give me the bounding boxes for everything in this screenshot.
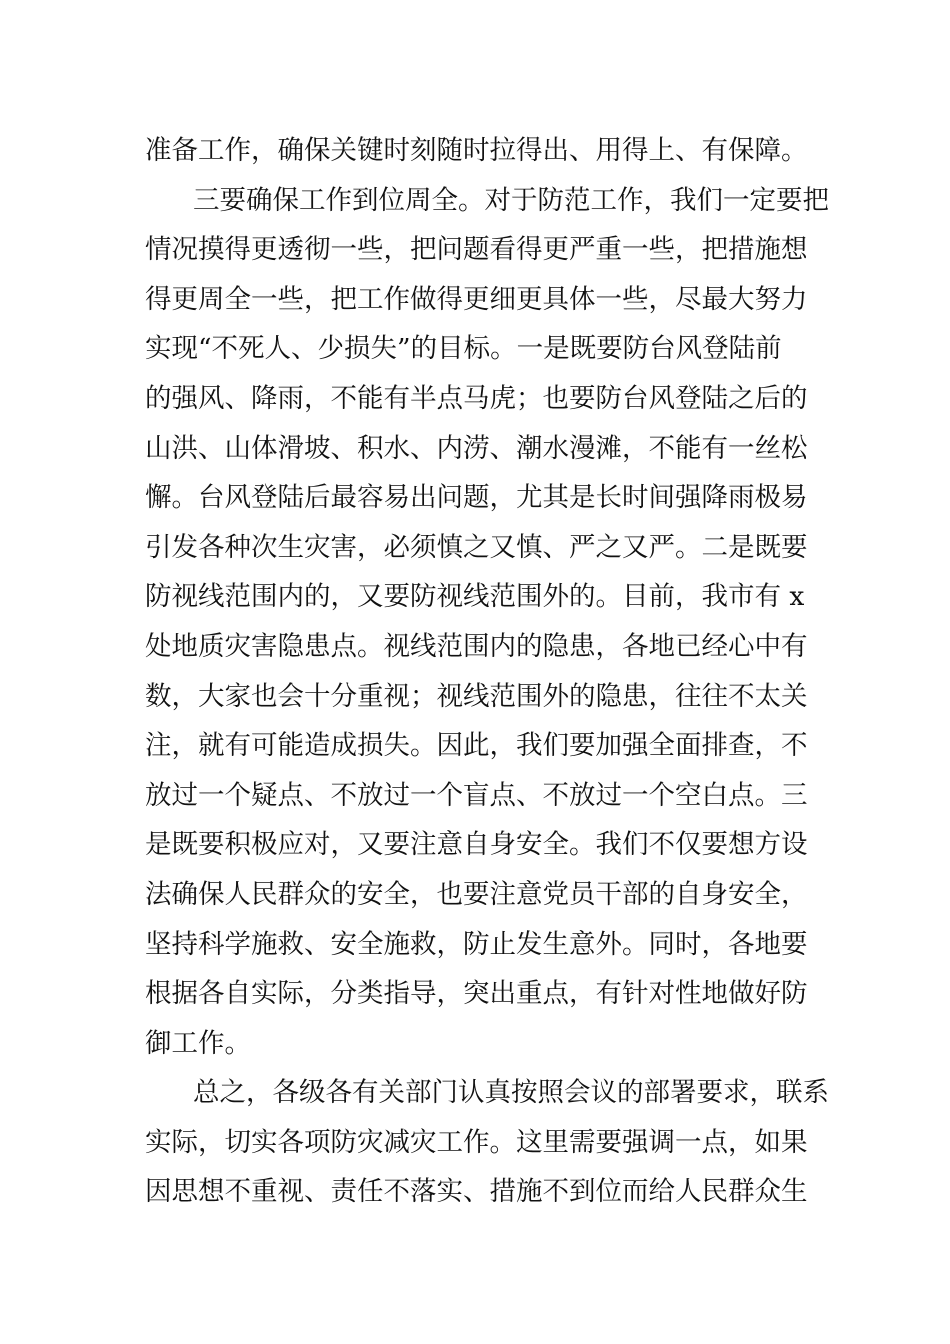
text-line: 防视线范围内的，又要防视线范围外的。目前，我市有 x — [145, 581, 805, 613]
text-line: 懈。台风登陆后最容易出问题，尤其是长时间强降雨极易 — [145, 482, 808, 514]
text-line: 因思想不重视、责任不落实、措施不到位而给人民群众生 — [145, 1176, 808, 1208]
text-line: 御工作。 — [145, 1027, 251, 1059]
text-line: 坚持科学施救、安全施救，防止发生意外。同时，各地要 — [145, 928, 808, 960]
text-line: 得更周全一些，把工作做得更细更具体一些，尽最大努力 — [145, 283, 808, 315]
body-text — [145, 126, 829, 1217]
text-line: 准备工作，确保关键时刻随时拉得出、用得上、有保障。 — [145, 135, 808, 166]
text-line: 的强风、降雨，不能有半点马虎；也要防台风登陆之后的 — [145, 382, 808, 414]
text-line: 情况摸得更透彻一些，把问题看得更严重一些，把措施想 — [145, 234, 808, 266]
text-line: 数，大家也会十分重视；视线范围外的隐患，往往不太关 — [145, 680, 808, 712]
text-line: 引发各种次生灾害，必须慎之又慎、严之又严。二是既要 — [145, 531, 808, 563]
text-line: 总之，各级各有关部门认真按照会议的部署要求，联系 — [193, 1077, 829, 1109]
text-line: 放过一个疑点、不放过一个盲点、不放过一个空白点。三 — [145, 779, 808, 811]
text-line: 实现“不死人、少损失”的目标。一是既要防台风登陆前 — [145, 333, 782, 365]
text-line: 山洪、山体滑坡、积水、内涝、潮水漫滩，不能有一丝松 — [145, 432, 808, 464]
text-line: 实际，切实各项防灾减灾工作。这里需要强调一点，如果 — [145, 1126, 808, 1158]
text-line: 处地质灾害隐患点。视线范围内的隐患，各地已经心中有 — [145, 630, 808, 662]
text-line: 法确保人民群众的安全，也要注意党员干部的自身安全， — [145, 878, 808, 910]
text-line: 三要确保工作到位周全。对于防范工作，我们一定要把 — [193, 184, 829, 216]
text-line: 注，就有可能造成损失。因此，我们要加强全面排查，不 — [145, 730, 808, 762]
text-line: 根据各自实际，分类指导，突出重点，有针对性地做好防 — [145, 978, 808, 1010]
text-line: 是既要积极应对，又要注意自身安全。我们不仅要想方设 — [145, 829, 808, 861]
